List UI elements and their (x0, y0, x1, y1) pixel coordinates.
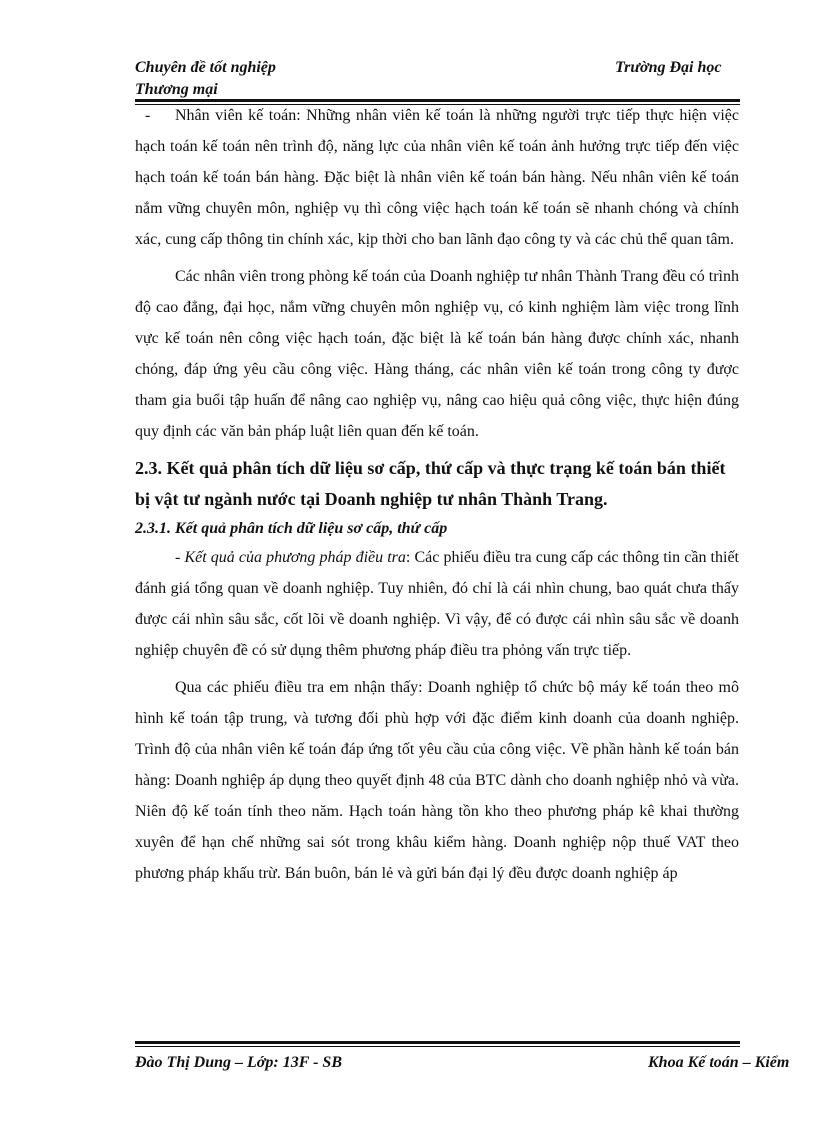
footer-rule-thin (135, 1046, 740, 1047)
survey-result-text: : Các phiếu điều tra cung cấp các thông tin cần thiết đánh giá tổng quan về doanh nghiệp. Tuy nhiên, đó chỉ là cái nhìn chung, bao quát chưa thấy được cái nhìn sâu sắc, cốt lõi về doanh nghiệp. Vì vậy, để có được cái nhìn sâu sắc về doanh nghiệp chuyên đề có sử dụng thêm phương pháp điều tra phỏng vấn trực tiếp. (135, 549, 739, 659)
footer-left: Đào Thị Dung – Lớp: 13F - SB (135, 1054, 342, 1071)
paragraph-accounting-staff: Các nhân viên trong phòng kế toán của Doanh nghiệp tư nhân Thành Trang đều có trình độ cao đẳng, đại học, nắm vững chuyên môn nghiệp vụ, có kinh nghiệm làm việc trong lĩnh vực kế toán nên công việc hạch toán, đặc biệt là kế toán bán hàng được chính xác, nhanh chóng, đáp ứng yêu cầu công việc. Hàng tháng, các nhân viên kế toán trong công ty được tham gia buổi tập huấn để nâng cao nghiệp vụ, nâng cao hiệu quả công việc, thực hiện đúng quy định các văn bản pháp luật liên quan đến kế toán. (135, 268, 739, 440)
bullet-text: Nhân viên kế toán: Những nhân viên kế toán là những người trực tiếp thực hiện việc hạch toán kế toán nên trình độ, năng lực của nhân viên kế toán ảnh hưởng trực tiếp đến việc hạch toán kế toán bán hàng. Đặc biệt là nhân viên kế toán bán hàng. Nếu nhân viên kế toán nắm vững chuyên môn, nghiệp vụ thì công việc hạch toán kế toán sẽ nhanh chóng và chính xác, cung cấp thông tin chính xác, kịp thời cho ban lãnh đạo công ty và các chủ thể quan tâm. (135, 107, 739, 248)
header-right: Trường Đại học (615, 59, 722, 76)
footer-rule-thick (135, 1041, 740, 1044)
survey-result-lead: - Kết quả của phương pháp điều tra (175, 549, 406, 566)
paragraph-survey-result (135, 542, 739, 666)
header-left (135, 57, 276, 101)
document-body (135, 100, 739, 889)
paragraph-findings: Qua các phiếu điều tra em nhận thấy: Doanh nghiệp tổ chức bộ máy kế toán theo mô hình kế toán tập trung, và tương đối phù hợp với đặc điểm kinh doanh của doanh nghiệp. Trình độ của nhân viên kế toán đáp ứng tốt yêu cầu của công việc. Về phần hành kế toán bán hàng: Doanh nghiệp áp dụng theo quyết định 48 của BTC dành cho doanh nghiệp nhỏ và vừa. Niên độ kế toán tính theo năm. Hạch toán hàng tồn kho theo phương pháp kê khai thường xuyên để hạn chế những sai sót trong khâu kiểm hàng. Doanh nghiệp nộp thuế VAT theo phương pháp khấu trừ. Bán buôn, bán lẻ và gửi bán đại lý đều được doanh nghiệp áp (135, 679, 739, 882)
header-title: Chuyên đề tốt nghiệp (135, 59, 276, 76)
footer-right: Khoa Kế toán – Kiểm (648, 1054, 790, 1071)
bullet-paragraph (135, 100, 739, 255)
section-heading: 2.3. Kết quả phân tích dữ liệu sơ cấp, thứ cấp và thực trạng kế toán bán thiết bị vật tư ngành nước tại Doanh nghiệp tư nhân Thành Trang. (135, 458, 726, 509)
subsection-heading: 2.3.1. Kết quả phân tích dữ liệu sơ cấp, thứ cấp (135, 520, 448, 537)
header-subtitle: Thương mại (135, 81, 218, 98)
bullet-dash: - (145, 107, 151, 124)
